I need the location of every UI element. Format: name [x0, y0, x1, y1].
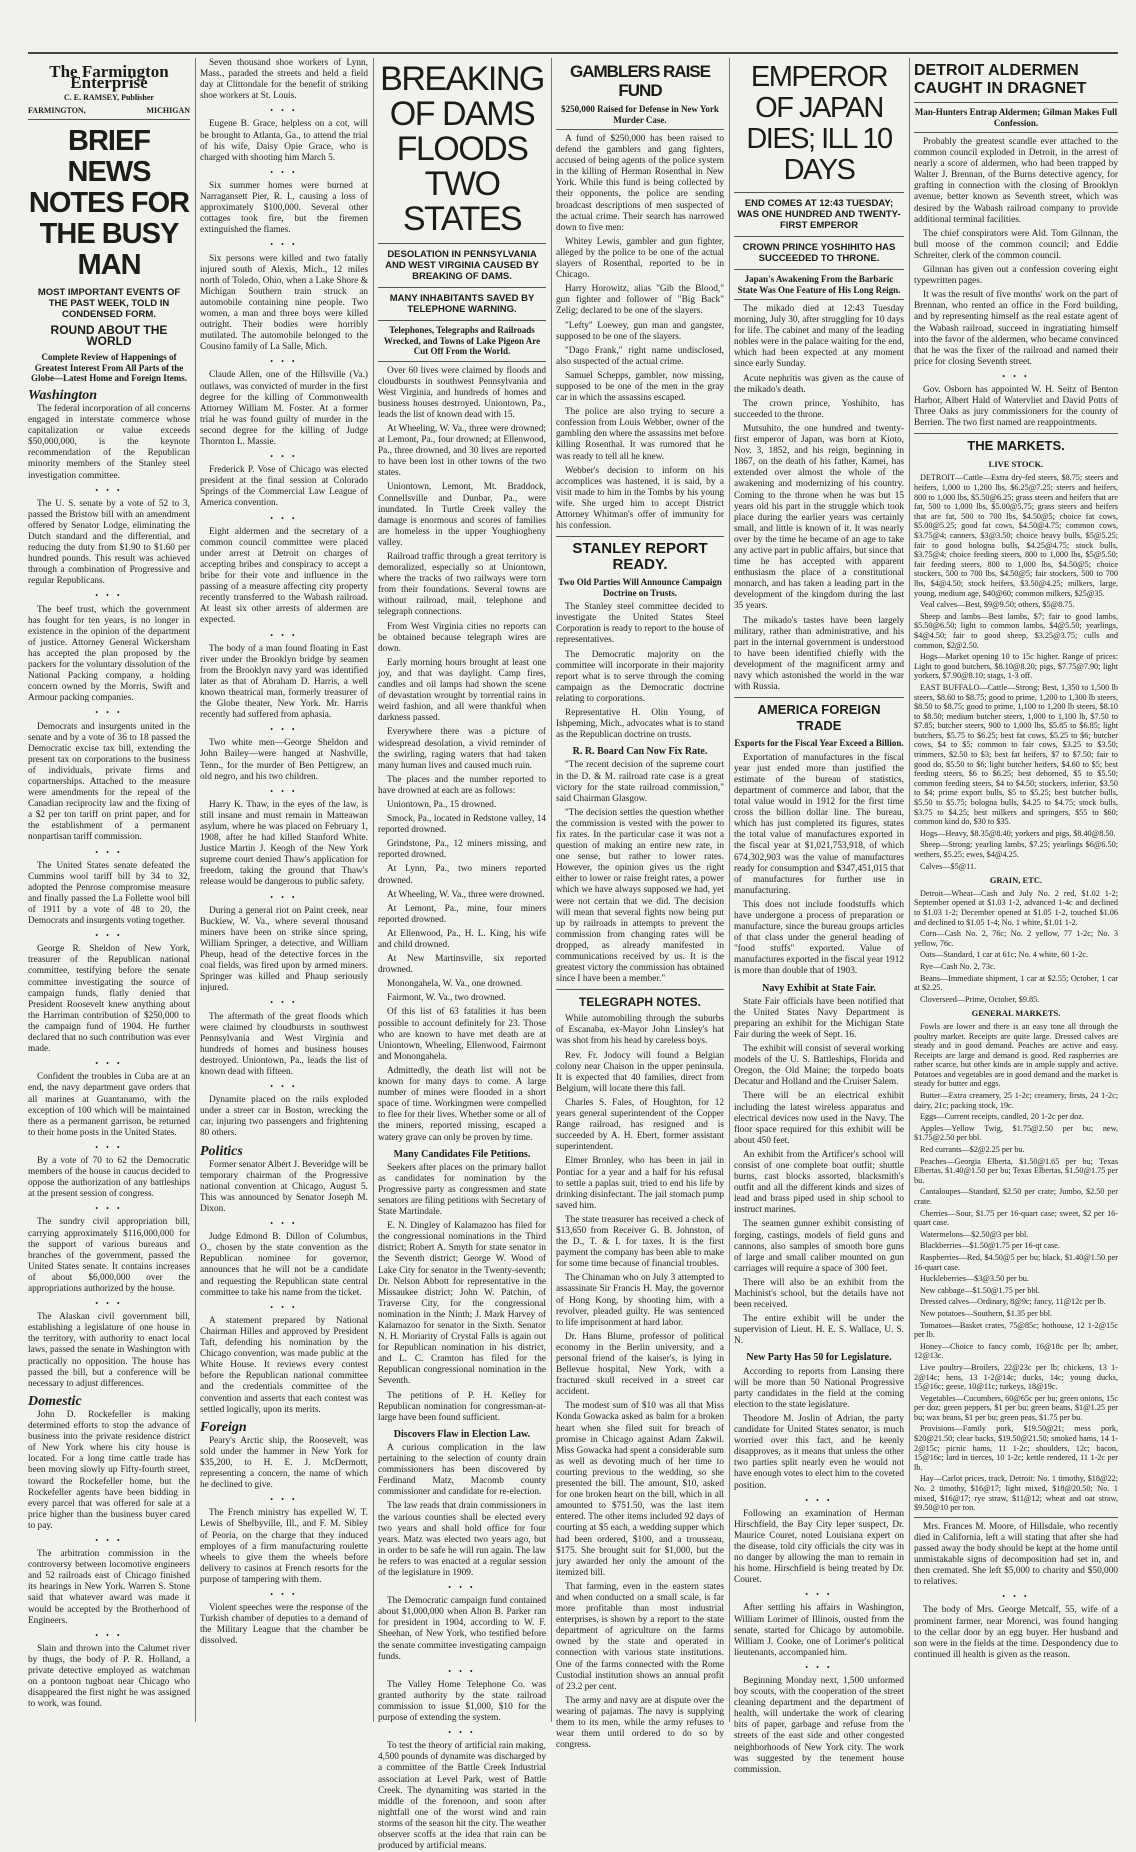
market-item: EAST BUFFALO—Cattle—Strong; Best, 1,350 to 1,500 lb steers, $8.60 to $8.75; good to prime, 1,200 to 1,300 lb steers, $8.50 to $8.75; good to prime, 1,100 to 1,200 lb steers, $8.10 to $8.50; medium butcher steers, 1,000 to 1,100 lb, $7.50 to $7.85; butcher steers, 900 to 1,000 lbs, $5.85 to $6.85; light butchers, $5.75 to $6.25; best fat cows, $5.25 to $6; butcher cows, $4 to $5; common to fair cows, $3.25 to $3.50; trimmers, $2.50 to $3; best fat heifers, $7 to $7.50; fair to good do, $5.50 to $6; light butcher heifers, $4.60 to $5; best feeding steers, $6 to $6.25; best dehorned, $5 to $5.50; common feeding steers, $4 to $4.50; stockers, inferior, $3.50 to $4; prime export bulls, $5 to $5.25; best butcher bulls, $5.50 to $5.75; bologna bulls, $4.25 to $4.75; stock bulls, $3.75 to $4.25; best milkers and springers, $55 to $60; common kind do, $30 to $35.: [914, 682, 1118, 827]
news-item: At Ellenwood, Pa., H. L. King, his wife and child drowned.: [378, 928, 546, 950]
news-item: It was the result of five months' work on the part of Brennan, who rented an office in the Ford building, and by representing himself as the real estate agent of the Wabash railroad, succeed in ingratiating himself into the favor of the aldermen, who became convinced that he was the fixer of the railroad and named their price for closing Seventh street.: [914, 290, 1118, 367]
separator: • • •: [95, 1630, 123, 1640]
news-item: Smock, Pa., located in Redstone valley, 14 reported drowned.: [378, 814, 546, 836]
news-item: Probably the greatest scandle ever attached to the common council exploded in Detroit, in the arrest of nearly a score of aldermen, who had been trapped by Walter J. Brennan, of the Burns detective agency, for grafting in connection with the closing of Brooklyn avenue, better known as Seventh street, which was desired by the Wabash railroad company to provide additional terminal facilities.: [914, 137, 1118, 225]
market-item: Butter—Extra creamery, 25 1-2c; creamery, firsts, 24 1-2c; dairy, 21c; packing stock, 19c.: [914, 1091, 1118, 1110]
news-item: An exhibit from the Artificer's school will consist of one complete boat outfit; shuttle burns, cast blocks assorted, blacksmith's outfit and all the different kinds and sizes of lead and brass piped used in ship school to instruct marines.: [734, 1149, 904, 1216]
news-item: The state treasurer has received a check of $13,650 from Receiver G. B. Johnston, of the D., T. & I. for taxes. It is the first payment the company has been able to make for some time because of financial troubles.: [556, 1214, 724, 1270]
news-item: Early morning hours brought at least one joy, and that was daylight. Camp fires, candles and oil lamps had shown the scene of devastation wrought by torrential rains in weird fashion, and all were thankful when darkness passed.: [378, 657, 546, 724]
news-item: The French ministry has expelled W. T. Lewis of Shelbyville, Ill., and F. M. Sibley of Peoria, on the charge that they induced employes of a firm manufacturing roulette wheels to give them the wheels before delivery to casinos at French resorts for the purpose of tampering with them.: [200, 1508, 368, 1585]
headline-telegraph-notes: TELEGRAPH NOTES.: [578, 995, 701, 1010]
divider: [378, 287, 546, 288]
news-item: Grindstone, Pa., 12 miners missing, and reported drowned.: [378, 839, 546, 861]
news-item: Judge Edmond B. Dillon of Columbus, O., chosen by the state convention as the Republican nominee for governor, announces that he will not be a candidate and requesting the Republican state central committee to take his name from the ticket.: [200, 1232, 368, 1298]
news-item: Acute nephritis was given as the cause of the mikado's death.: [734, 373, 904, 395]
separator: • • •: [95, 591, 123, 601]
separator: • • •: [270, 998, 298, 1008]
headline-breaking-dams: BREAKING OF DAMS FLOODS TWO STATES: [380, 60, 544, 238]
market-item: Veal calves—Best, $9@9.50; others, $5@8.75.: [920, 600, 1075, 610]
divider: [378, 320, 546, 321]
divider: [734, 269, 904, 270]
news-item: The police are also trying to secure a confession from Louis Webber, owner of the gambling den where the assassins met before killing Rosenthal. It was rumored that he was ready to tell all he knew.: [556, 407, 724, 462]
news-item: Monongahela, W. Va., one drowned.: [387, 979, 523, 990]
news-item: The Stanley steel committee decided to investigate the United States Steel Corporation is ready to report to the house of representatives.: [556, 602, 724, 646]
separator: • • •: [95, 1204, 123, 1214]
market-item: Hogs—Market opening 10 to 15c higher. Range of prices: Light to good butchers, $8.10@8.20; pigs, $7.75@7.90; light yorkers, $7.90@8.10; stags, 1-3 off.: [914, 652, 1118, 681]
news-item: Dynamite placed on the rails exploded under a street car in Boston, wrecking the car, injuring two passengers and frightening 80 others.: [200, 1095, 368, 1139]
column-6: [914, 58, 1118, 1722]
news-item: Violent speeches were the response of the Turkish chamber of deputies to a demand of the Military League that the chamber be dissolved.: [200, 1603, 368, 1647]
news-item: Peary's Arctic ship, the Roosevelt, was sold under the hammer in New York for $35,200, to H. E. J. McDermott, representing a concern, the name of which he declined to give.: [200, 1435, 368, 1491]
news-item: The entire exhibit will be under the supervision of Lieut. H. E. S. Wallace, U. S. N.: [734, 1314, 904, 1347]
news-item: "Dago Frank," right name undisclosed, also suspected of the actual crime.: [556, 345, 724, 367]
news-item: Elmer Bronley, who has been in jail in Pontiac for a year and a half for his refusal to settle a paplas suit, tried to end his life by drinking disinfectant. The jail stomach pump saved him.: [556, 1156, 724, 1211]
news-item: That farming, even in the eastern states and when conducted on a small scale, is far more profitable than most industrial enterprises, is shown by a report to the state department of agriculture on the farms owned by the state and operated in connection with various state institutions. One of the farms connected with the Rome Custodial institution shows an annual profit of 23.2 per cent.: [556, 1581, 724, 1692]
separator: • • •: [448, 1666, 476, 1676]
news-item: Eugene B. Grace, helpless on a cot, will be brought to Atlanta, Ga., to attend the trial of his wife, Daisy Opie Grace, who is charged with shooting him March 5.: [200, 119, 368, 163]
separator: • • •: [270, 513, 298, 523]
deck-japans-awakening: Japan's Awakening From the Barbaric State Was One Feature of His Long Reign.: [737, 274, 901, 295]
news-item: Former senator Albert J. Beveridge will be temporary chairman of the Progressive national convention at Chicago, August 5. This was announced by Senator Joseph M. Dixon.: [200, 1159, 368, 1214]
column-3: [378, 58, 546, 1852]
news-item: The army and navy are at dispute over the wearing of pajamas. The navy is supplying them to its men, while the army refuses to wear them until ordered to do so by congress.: [556, 1695, 724, 1751]
news-item: This does not include foodstuffs which have undergone a process of preparation or manufacture, since the bureau groups articles of that class under the general heading of "food stuffs" exported. Value of manufactures exported in the fiscal year 1912 is more than double that of 1903.: [734, 899, 904, 977]
news-item: The federal incorporation of all concerns engaged in interstate commerce whose capitalization or value exceeds $50,000,000, is the keynote recommendation of the Republican minority members of the Stanley steel investigation committee.: [28, 403, 190, 481]
news-item: The body of Mrs. George Metcalf, 55, wife of a prominent farmer, near Morenci, was found hanging to the cellar door by an egg buyer. Her husband and son were in the fields at the time. Despondency due to continued ill health is given as the reason.: [914, 1605, 1118, 1660]
column-rule: [551, 58, 552, 1722]
market-item: Rye—Cash No. 2, 73c.: [920, 961, 996, 971]
subhead-live-stock: LIVE STOCK.: [988, 459, 1044, 470]
divider: [556, 129, 724, 130]
news-item: The sundry civil appropriation bill, carrying approximately $116,000,000 for the support of various bureaus and branches of the government, passed the United States senate. It contains increases of about $6,000,000 over the appropriations authorized by the house.: [28, 1217, 190, 1294]
news-item: Everywhere there was a picture of widespread desolation, a vivid reminder of the swirling, raging waters that had taken many human lives and caused much ruin.: [378, 727, 546, 771]
column-5: [734, 58, 904, 1775]
separator: • • •: [805, 1662, 833, 1672]
news-item: Theodore M. Joslin of Adrian, the party candidate for United States senator, is much worried over this fact, and he keenly disapproves, as it means that unless the other two parties split nearly even he would not have enough votes to elect him to the coveted position.: [734, 1413, 904, 1491]
column-1: [28, 58, 190, 1722]
separator: • • •: [1002, 1592, 1030, 1602]
subhead-grain: GRAIN, ETC.: [989, 875, 1043, 886]
separator: • • •: [95, 847, 123, 857]
news-item: The body of a man found floating in East river under the Brooklyn bridge by seamen from the Brooklyn navy yard was identified later as that of Abraham D. Harris, a well known theatrical man, formerly treasurer of the Globe theater, New York. Mr. Harris recently had suffered from aphasia.: [200, 643, 368, 721]
separator: • • •: [270, 452, 298, 462]
news-item: The law reads that drain commissioners in the various counties shall be elected every two years and shall hold office for four years. Matz was elected two years ago, but in order to be safe he will run again. The law he refers to was enacted at a regular session of the legislature in 1909.: [378, 1501, 546, 1578]
news-item: The mikado's tastes have been largely military, rather than administrative, and his part in the internal government is understood to have been identified chiefly with the development of the magnificent army and navy which astonished the world in the war with Russia.: [734, 615, 904, 693]
newspaper-page: [28, 58, 1118, 1852]
separator: • • •: [270, 1082, 298, 1092]
news-item: Webber's decision to inform on his accomplices was hastened, it is said, by a visit made to him in the Tombs by his young wife. She urged him to accept District Attorney Whitman's offer of immunity for his confession.: [556, 465, 724, 532]
news-item: At Lemont, Pa., mine, four miners reported drowned.: [378, 903, 546, 925]
news-item: According to reports from Lansing there will be more than 50 National Progressive party candidates in the field at the coming election to the state legislature.: [734, 1366, 904, 1410]
news-item: A statement prepared by National Chairman Hilles and approved by President Taft, defending his nomination by the Chicago convention, was made public at the White House. It reviews every contest before the Republican national committee and the credentials committee of the convention and asserts that each contest was settled logically, upon its merits.: [200, 1315, 368, 1415]
separator: • • •: [270, 725, 298, 735]
market-item: Cloverseed—Prime, October, $9.85.: [920, 994, 1040, 1004]
news-item: Railroad traffic through a great territory is demoralized, especially so at Uniontown, where the tracks of two railways were torn from their foundations. Several towns are without railroad, mail, telephone and telegraph connections.: [378, 552, 546, 618]
market-item: Watermelons—$2.50@3 per bbl.: [920, 1229, 1029, 1239]
news-item: Beginning Monday next, 1,500 unformed boy scouts, with the cooperation of the street cleaning department and the department of health, will undertake the work of clearing bits of paper, garbage and refuse from the streets of the east side and other congested neighborhoods of New York city. The work was suggested by the tenement house commission.: [734, 1676, 904, 1775]
subhead-general-markets: GENERAL MARKETS.: [971, 1008, 1061, 1019]
news-item: Claude Allen, one of the Hillsville (Va.) outlaws, was convicted of murder in the first degree for the killing of Commonwealth Attorney William M. Foster. At a former trial he was found guilty of murder in the second degree for the killing of Judge Thornton L. Massie.: [200, 370, 368, 447]
market-item: Honey—Choice to fancy comb, 16@18c per lb; amber, 12@13c.: [914, 1341, 1118, 1361]
market-item: Hay—Carlot prices, track, Detroit: No. 1 timothy, $18@22; No. 2 timothy, $16@17; light mixed, $18@20.50; No. 1 mixed, $16@17; rye straw, $11@12; wheat and oat straw, $9.50@10 per ton.: [914, 1474, 1118, 1513]
divider: [914, 132, 1118, 133]
market-item: Detroit—Wheat—Cash and July No. 2 red, $1.02 1-2; September opened at $1.03 1-2, advanced 1-4c and declined to $1.03 1-2; December opened at $1.05 1-2, touched $1.06 and declined to $1.05 1-4; No. 1 white, $1.01 1-2.: [914, 888, 1118, 927]
divider: [734, 236, 904, 237]
market-item: Tomatoes—Basket crates, 75@85c; hothouse, 12 1-2@15c per lb.: [914, 1320, 1118, 1340]
market-item: Corn—Cash No. 2, 76c; No. 2 yellow, 77 1-2c; No. 3 yellow, 76c.: [914, 929, 1118, 948]
divider: [556, 989, 724, 990]
news-item: A curious complication in the law pertaining to the selection of county drain commissioners has been discovered by Ferdinand Matz, Macomb county commissioner and candidate for re-election.: [378, 1442, 546, 1498]
news-item: George R. Sheldon of New York, treasurer of the Republican national committee, testifying before the senate committee investigating the source of campaign funds, flatly denied that President Roosevelt knew anything about the Harriman contribution of $250,000 to the campaign fund of 1904. He further declared that no such contribution was ever made.: [28, 944, 190, 1055]
headline-foreign-trade: AMERICA FOREIGN TRADE: [757, 702, 881, 734]
top-rule: [28, 52, 1118, 54]
news-item: The beef trust, which the government has fought for ten years, is no longer in existence in the opinion of the department of justice. Attorney General Wickersham has accepted the plan proposed by the packers for the voluntary dissolution of the National Packing company, a holding concern owned by the Morris, Swift and Armour packing companies.: [28, 604, 190, 704]
market-item: Blackberries—$1.50@1.75 per 16-qt case.: [920, 1241, 1060, 1251]
news-item: A fund of $250,000 has been raised to defend the gamblers and gang fighters, accused of being agents of the police system in the killing of Herman Rosenthal in New York. While this fund is being collected by their opponents, the police are sending broadcast descriptions of men suspected of the actual crime. Their search has narrowed down to five men:: [556, 134, 724, 233]
section-foreign: Foreign: [200, 1419, 247, 1435]
separator: • • •: [270, 240, 298, 250]
news-item: Uniontown, Lemont, Mt. Braddock, Connellsville and Dunbar, Pa., were inundated. In Turtle Creek valley the damage is enormous and scores of families are homeless in the upper Youghiogheny valley.: [378, 482, 546, 548]
news-item: The arbitration commission in the controversy between locomotive engineers and 52 railroads east of Chicago finished its hearings in New York. Warren S. Stone said that whatever award was made it would be accepted by the Brotherhood of Engineers.: [28, 1549, 190, 1626]
market-item: Peaches—Georgia Elberta, $1.50@1.65 per bu; Texas Elbertas, $1.40@1.50 per bu; Texas Elbertas, $1.50@1.75 per bu.: [914, 1156, 1118, 1185]
news-item: Six persons were killed and two fatally injured south of Alexis, Mich., 12 miles north of Toledo, Ohio, when a Lake Shore & Michigan Southern train struck an automobile containing nine people. Two women, a man and three boys were killed outright. Their bodies were horribly mutilated. The automobile belonged to the Cousino family of La Salle, Mich.: [200, 253, 368, 353]
divider: [914, 1517, 1118, 1518]
deck-two-old-parties: Two Old Parties Will Announce Campaign Doctrine on Trusts.: [558, 577, 722, 598]
news-item: "Lefty" Loewey, gun man and gangster, supposed to be one of the slayers.: [556, 320, 724, 342]
news-item: Confident the troubles in Cuba are at an end, the navy department gave orders that all marines at Guantanamo, with the exception of 100 which will be maintained there as a permanent garrison, be returned to their home posts in the United States.: [28, 1072, 190, 1138]
separator: • • •: [95, 931, 123, 941]
news-item: Uniontown, Pa., 15 drowned.: [387, 799, 497, 810]
divider: [734, 299, 904, 300]
headline-emperor-japan: EMPEROR OF JAPAN DIES; ILL 10 DAYS: [746, 61, 892, 186]
news-item: Charles S. Fales, of Houghton, for 12 years general superintendent of the Copper Range railroad, has resigned and is succeeded by A. H. Ebert, former assistant superintendent.: [556, 1097, 724, 1153]
divider: [378, 243, 546, 244]
market-item: Raspberries—Red, $4.50@5 per bu; black, $1.40@1.50 per 16-quart case.: [914, 1252, 1118, 1272]
news-item: The Alaskan civil government bill, establishing a legislature of one house in the territory, with authority to enact local laws, passed the senate in Washington with practically no opposition. The house has passed the bill, but a conference will be necessary to adjust differences.: [28, 1312, 190, 1389]
market-item: Huckleberries—$3@3.50 per bu.: [920, 1274, 1029, 1284]
headline-detroit-aldermen: DETROIT ALDERMEN CAUGHT IN DRAGNET: [914, 62, 1087, 97]
market-item: Red currants—$2@2.25 per bu.: [920, 1145, 1025, 1155]
news-item: The modest sum of $10 was all that Miss Konda Gowacka asked as balm for a broken heart when she filed suit for breach of promise in Chicago against Adam Zakwil. Miss Gowacka had spent a considerable sum as well as devoting much of her time to courting previous to the wedding, so she presented the bill. The amount, $10, asked for one broken heart on the bill, which in all amounted to $751.50, was the last item entered. The other items included 92 days of courting at $5 each, a wedding supper which had been ordered, $100, and a trousseau, $175. She brought suit for $1,000, but the jury awarded her only the amount of the itemized bill.: [556, 1401, 724, 1578]
news-item: The United States senate defeated the Cummins wool tariff bill by 34 to 32, adopted the Penrose compromise measure and finally passed the La Follette wool bill of 1911 by a vote of 48 to 20, the Democrats and insurgents voting together.: [28, 860, 190, 927]
separator: • • •: [95, 708, 123, 718]
separator: • • •: [270, 630, 298, 640]
market-item: Oats—Standard, 1 car at 61c; No. 4 white, 60 1-2c.: [920, 950, 1089, 960]
news-item: E. N. Dingley of Kalamazoo has filed for the congressional nominations in the Third district; Robert A. Smyth for state senator in the Seventh district; George W. Wood of Lake City for senator in the Twenty-seventh; Dr. Nelson Abbott for representative in the Missaukee district; John W. Patchin, of Traverse City, for the congressional nomination in the Ninth; J. Mark Harvey of Kalamazoo for senator in the Sixth. Senator N. H. Moriarity of Crystal Falls is again out for Republican nomination in his district, and L. C. Cramton has filed for the Republican congressional nomination in the Seventh.: [378, 1221, 546, 1387]
market-report: [914, 473, 1118, 1512]
market-item: Hogs—Heavy, $8.35@8.40; yorkers and pigs, $8.40@8.50.: [920, 828, 1116, 838]
news-item: At Wheeling, W. Va., three were drowned.: [387, 889, 545, 900]
market-item: Sheep—Strong; yearling lambs, $7.25; yearlings $6@6.50; wethers, $5.25; ewes, $4@4.25.: [914, 840, 1118, 859]
headline-markets: THE MARKETS.: [967, 438, 1065, 454]
news-item: While automobiling through the suburbs of Escanaba, ex-Mayor John Linsley's hat was shot from his head by careless boys.: [556, 1014, 724, 1047]
separator: • • •: [448, 1583, 476, 1593]
news-item: Gov. Osborn has appointed W. H. Seitz of Benton Harbor, Albert Hald of Watervliet and David Potts of Three Oaks as jury commissioners for the county of Berrien. The two first named are reappointments.: [914, 384, 1118, 429]
news-item: Seven thousand shoe workers of Lynn, Mass., paraded the streets and held a field day at Clittondale for the benefit of striking shoe workers at St. Louis.: [200, 58, 368, 102]
separator: • • •: [270, 1590, 298, 1599]
news-item: At New Martinsville, six reported drowned.: [378, 954, 546, 976]
news-item: Dr. Hans Blume, professor of political economy in the Berlin university, and a personal friend of the kaiser's, is lying in Bellevue hospital, New York, with a fractured skull received in a street car accident.: [556, 1331, 724, 1398]
separator: • • •: [448, 1728, 476, 1738]
column-rule: [195, 58, 196, 1722]
deck-round-about: ROUND ABOUT THE WORLD: [50, 323, 168, 349]
separator: • • •: [270, 167, 298, 177]
separator: • • •: [270, 357, 298, 367]
separator: • • •: [270, 106, 298, 116]
news-item: At Wheeling, W. Va., three were drowned; at Lemont, Pa., four drowned; at Ellenwood, Pa., three drowned, and 30 lives are reported to have been lost in other towns of the two states.: [378, 423, 546, 479]
deck-crown-prince: CROWN PRINCE YOSHIHITO HAS SUCCEEDED TO THRONE.: [742, 242, 896, 264]
news-item: From West Virginia cities no reports can be obtained because telegraph wires are down.: [378, 621, 546, 654]
news-item: Mrs. Frances M. Moore, of Hillsdale, who recently died in California, left a will stating that after she had passed away the body should be kept at the home until unmistakable signs of decomposition had set in, and then cremated. She left $5,000 to charity and $50,000 to relatives.: [914, 1521, 1118, 1588]
news-item: Admittedly, the death list will not be known for many days to come. A large number of mines were flooded in a short space of time. Workingmen were compelled to flee for their lives. Whether some or all of the miners, reported missing, escaped a watery grave can only be proven by time.: [378, 1065, 546, 1143]
news-item: Exportation of manufactures in the fiscal year just ended more than justified the estimate of the bureau of statistics, department of commerce and labor, that the total value would in 1912 for the first time cross the billion dollar line. The bureau, which has just completed its figures, states the total value of manufactures exported in the fiscal year at $1,021,753,918, of which 674,302,903 was the value of manufactures ready for consumption and $347,451,015 that of manufactures for further use in manufacturing.: [734, 752, 904, 896]
news-item: The exhibit will consist of several working models of the U. S. Battleships, Florida and Oregon, the Old Maine; the torpedo boats Decatur and Holland and the Cruiser Salem.: [734, 1044, 904, 1088]
separator: • • •: [270, 1495, 298, 1505]
separator: • • •: [95, 1299, 123, 1309]
deck-inhabitants-saved: MANY INHABITANTS SAVED BY TELEPHONE WARNING.: [389, 293, 535, 315]
headline-stanley-report: STANLEY REPORT READY.: [572, 540, 708, 574]
masthead-state: MICHIGAN: [146, 106, 190, 116]
news-item: Seekers after places on the primary ballot as candidates for nomination by the Progressive party as congressmen and state senators are filing petitions with Secretary of State Martindale.: [378, 1162, 546, 1218]
market-item: Beans—Immediate shipment, 1 car at $2.55; October, 1 car at $2.25.: [914, 973, 1118, 993]
section-domestic: Domestic: [28, 1393, 82, 1409]
news-item: After settling his affairs in Washington, William Lorimer of Illinois, ousted from the senate, started for Chicago by automobile. William J. Cooke, one of Lorimer's political lieutenants, accompanied him.: [734, 1603, 904, 1658]
news-item: During a general riot on Paint creek, near Buckiew, W. Va., where several thousand miners have been on strike since spring, William Springer, a detective, and William Pheup, head of the detective forces in the coal fields, was fired upon by armed miners. Springer was killed and Phaup seriously injured.: [200, 905, 368, 994]
deck-man-hunters: Man-Hunters Entrap Aldermen; Gilman Makes Full Confession.: [914, 107, 1118, 128]
deck-desolation: DESOLATION IN PENNSYLVANIA AND WEST VIRGINIA CAUSED BY BREAKING OF DAMS.: [385, 249, 539, 282]
market-item: Calves—$5@11.: [920, 861, 977, 871]
market-item: Dressed calves—Ordinary, 8@9c; fancy, 11@12c per lb.: [920, 1297, 1106, 1307]
market-item: Eggs—Current receipts, candled, 20 1-2c per doz.: [920, 1112, 1084, 1122]
market-item: Cantaloupes—Standard, $2.50 per crate; Jumbo, $2.50 per crate.: [914, 1187, 1118, 1206]
divider: [734, 192, 904, 193]
news-item: The Valley Home Telephone Co. was granted authority by the state railroad commission to issue $1,000, $10 for the purpose of extending the system.: [378, 1679, 546, 1724]
market-item: Cherries—Sour, $1.75 per 16-quart case; sweet, $2 per 16-quart case.: [914, 1208, 1118, 1228]
news-item: Six summer homes were burned at Narragansett Pier, R. I., causing a loss of approximately $100,000. Several other cottages took fire, but the firemen extinguished the flames.: [200, 180, 368, 236]
market-item: Live poultry—Broilers, 22@23c per lb; chickens, 13 1-2@14c; hens, 13 1-2@14c; ducks, 14c; young ducks, 15@16c; geese, 10@11c; turkeys, 18@19c.: [914, 1362, 1118, 1392]
news-item: The seamen gunner exhibit consisting of forging, castings, models of field guns and cannons, also samples of smooth bore guns of large and small caliber mounted on gun carriages will require a space of 300 feet.: [734, 1219, 904, 1274]
section-washington: Washington: [28, 387, 97, 403]
news-item: There will also be an exhibit from the Machinist's school, but the details have not been received.: [734, 1277, 904, 1311]
deck-telephones: Telephones, Telegraphs and Railroads Wrecked, and Towns of Lake Pigeon Are Cut Off From the World.: [383, 325, 541, 356]
news-item: The Chinaman who on July 3 attempted to assassinate Sir Francis H. May, the governor of Hong Kong, by shooting him, with a revolver, pleaded guilty. He was sentenced to life imprisonment at hard labor.: [556, 1273, 724, 1328]
news-item: The mikado died at 12:43 Tuesday morning, July 30, after struggling for 10 days for life. The cabinet and many of the leading nobles were in the palace waiting for the end, which had been expected at any moment since early Sunday.: [734, 304, 904, 370]
deck-end-comes: END COMES AT 12:43 TUESDAY; WAS ONE HUNDRED AND TWENTY-FIRST EMPEROR: [737, 198, 901, 231]
news-item: By a vote of 70 to 62 the Democratic members of the house in caucus decided to oppose the authorization of any battleships at the present session of congress.: [28, 1155, 190, 1200]
column-rule: [909, 58, 910, 1722]
separator: • • •: [805, 1590, 833, 1600]
news-item: Slain and thrown into the Calumet river by thugs, the body of P. R. Holland, a private detective employed as watchman on a pontoon tugboat near Chicago who disappeared the first night he was assigned to work, was found.: [28, 1643, 190, 1710]
news-item: The Democratic campaign fund contained about $1,000,000 when Alton B. Parker ran for president in 1904, according to W. F. Sheehan, of New York, who testified before the senate committee investigating campaign funds.: [378, 1596, 546, 1662]
news-item: Harry K. Thaw, in the eyes of the law, is still insane and must remain in Matteawan asylum, where he was placed on February 1, 1908, after he had killed Stanford White. Justice Martin J. Keogh of the New York supreme court denied Thaw's application for freedom, taking the ground that Thaw's release would be dangerous to public safety.: [200, 799, 368, 888]
separator: • • •: [95, 1059, 123, 1069]
news-item: The places and the number reported to have drowned at each are as follows:: [378, 774, 546, 796]
news-item: At Lynn, Pa., two miners reported drowned.: [378, 864, 546, 886]
masthead-place: FARMINGTON,: [28, 106, 86, 116]
divider: [556, 536, 724, 537]
market-item: DETROIT—Cattle—Extra dry-fed steers, $8.75; steers and heifers, 1,000 to 1,200 lbs, $6.25@7.25; steers and heifers, 800 to 1,000 lbs, $5.50@6.25; grass steers and heifers that are fat, 500 to 1,000 lbs, $5.00@5.75; grass steers and heifers that are fat, 500 to 700 lbs, $4.50@5; choice fat cows, $5.00@5.25; good fat cows, $4.50@4.75; common cows, $3.75@4; canners, $3@3.50; choice heavy bulls, $5@5.25; fair to good bologna bulls, $4.25@4.75; stock bulls, $3.75@4; choice feeding steers, 800 to 1,000 lbs, $5@5.50; fair feeding steers, 800 to 1,000 lbs, $4.50@5; choice stockers, 500 to 700 lbs, $4.50@5; fair stockers, 500 to 700 lbs, $4@4.50; stock heifers, $3.50@4.25; milkers, large, young, medium age, $40@60; common milkers, $25@35.: [914, 473, 1118, 598]
column-4: [556, 58, 724, 1751]
news-item: The aftermath of the great floods which were claimed by cloudbursts in southwest Pennsylvania and West Virginia and hundreds of homes and business houses destroyed. Uniontown, Pa., leads the list of known dead with fifteen.: [200, 1011, 368, 1077]
news-item: Following an examination of Herman Hirschfield, the Bay City leper suspect, Dr. Maurice Couret, noted Louisiana expert on the disease, told city officials the city was in no danger by allowing the man to remain in his home. Hirschfield is being treated by Dr. Couret.: [734, 1508, 904, 1586]
news-item: The crown prince, Yoshihito, has succeeded to the throne.: [734, 398, 904, 420]
deck-most-important: MOST IMPORTANT EVENTS OF THE PAST WEEK, TOLD IN CONDENSED FORM.: [37, 287, 181, 321]
separator: • • •: [270, 1302, 298, 1312]
market-item: Apples—Yellow Twig, $1.75@2.50 per bu; new, $1.75@2.50 per bbl.: [914, 1123, 1118, 1143]
news-item: To test the theory of artificial rain making, 4,500 pounds of dynamite was discharged by a committee of the Battle Creek Industrial association at Level Park, west of Battle Creek. The dynamiting was started in the middle of the forenoon, and soon after nightfall one of the worst wind and rain storms of the season hit the city. The weather observer scoffs at the idea that rain can be produced by artificial means.: [378, 1741, 546, 1852]
news-item: Representative H. Olin Young, of Ishpeming, Mich., advocates what is to stand as the Republican doctrine on trusts.: [556, 708, 724, 741]
subhead-new-party: New Party Has 50 for Legislature.: [746, 1352, 892, 1364]
separator: • • •: [270, 1219, 298, 1229]
news-item: The chief conspirators were Ald. Tom Gilnnan, the bull moose of the common council; and Eddie Schreiter, clerk of the common council.: [914, 228, 1118, 261]
news-item: "The decision settles the question whether the commission is vested with the power to fix rates. In the particular case it was not a question of making an entire new rate, in one sense, but rather to lower rates. However, the opinion gives us the right either to lower or raise freight rates, a power which we have always supposed we had, yet were not certain that we did. The decision will mean that several fights now being put up by railroads in attempts to prevent the commission from changing rates will be dropped, as already manifested in communications received by us. It is the greatest victory the commission has obtained since I have been a member.": [556, 807, 724, 985]
news-item: The U. S. senate by a vote of 52 to 3, passed the Bristow bill with an amendment offered by Senator Lodge, eliminating the Dutch standard and the differential, and reducing the duty from $1.90 to $1.60 per hundred pounds. This result was achieved through a combination of Progressive and regular Republicans.: [28, 498, 190, 587]
news-item: Rev. Fr. Jodocy will found a Belgian colony near Chaison in the upper peninsula. It is expected that 40 families, direct from Belgium, will locate there this fall.: [556, 1050, 724, 1094]
news-item: Two white men—George Sheldon and John Bailey—were hanged at Nashville, Tenn., for the murder of Ben Pettigrew, an old negro, and his two children.: [200, 738, 368, 782]
news-item: Fairmont, W. Va., two drowned.: [387, 993, 506, 1004]
section-politics: Politics: [200, 1143, 243, 1159]
market-item: New potatoes—Southern, $1.35 per bbl.: [920, 1308, 1053, 1318]
separator: • • •: [270, 786, 298, 796]
market-item: Vegetables—Cucumbers, 60@65c per bu; green onions, 15c per doz; green peppers, $1 per bu; green beans, $1@1.25 per bu; wax beans, $1 per bu; green peas, $1.75 per bu.: [914, 1393, 1118, 1422]
column-rule: [729, 58, 730, 1722]
divider: [914, 102, 1118, 103]
subhead-navy-exhibit: Navy Exhibit at State Fair.: [762, 982, 876, 994]
news-item: State Fair officials have been notified that the United States Navy Department is preparing an exhibit for the Michigan State Fair during the week of Sept. 16.: [734, 996, 904, 1040]
market-item: New cabbage—$1.50@1.75 per bbl.: [920, 1285, 1040, 1295]
deck-defense-fund: $250,000 Raised for Defense in New York Murder Case.: [561, 104, 719, 125]
news-item: Eight aldermen and the secretary of a common council committee were placed under arrest at Detroit on charges of accepting bribes and conspiracy to accept a bribe for their vote and influence in the passing of a measure affecting city property recently transferred to the Wabash railroad. At least six other arrests of aldermen are expected.: [200, 526, 368, 626]
market-item: Fowls are lower and there is an easy tone all through the poultry market. Receipts are quite large. Dressed calves are steady and in good demand. Peaches are active and easy. Receipts are large and demand is good. Red raspberries are rather scarce, but other kinds are in ample supply and active. Potatoes and vegetables are in good demand and the market is steady for butter and eggs.: [914, 1021, 1118, 1089]
column-rule: [373, 58, 374, 1722]
news-item: Whitey Lewis, gambler and gun fighter, alleged by the police to be one of the actual slayers of Rosenthal, reported to be in Chicago.: [556, 236, 724, 281]
news-item: Frederick P. Vose of Chicago was elected president at the final session at Colorado Springs of the Commercial Law League of America convention.: [200, 465, 368, 509]
market-item: Sheep and lambs—Best lambs, $7; fair to good lambs, $5.50@6.50; light to common lambs, $4@5.50; yearlings, $4@4.50; fair to good sheep, $3.25@3.75; culls and common, $2@2.50.: [914, 611, 1118, 650]
separator: • • •: [270, 892, 298, 902]
news-item: Of this list of 63 fatalities it has been possible to account definitely for 23. Those who are known to have met death are at Uniontown, Wheeling, Ellenwood, Fairmont and Monongahela.: [378, 1007, 546, 1062]
divider: [378, 361, 546, 362]
deck-complete-review: Complete Review of Happenings of Greatest Interest From All Parts of the Globe—Latest Home and Foreign Items.: [30, 352, 188, 384]
divider: [914, 433, 1118, 434]
separator: • • •: [95, 1535, 123, 1545]
news-item: Democrats and insurgents united in the senate and by a vote of 36 to 18 passed the Democratic excise tax bill, extending the present tax on corporations to the business of individuals, private firms and copartnerships. Attached to the measure were amendments for the repeal of the Canadian reciprocity law and the fixing of a $2 per ton tariff on print paper, and for the establishment of a permanent nonpartisan tariff commission.: [28, 721, 190, 843]
news-item: "The recent decision of the supreme court in the D. & M. railroad rate case is a great victory for the state railroad commission," said Chairman Glasgow.: [556, 760, 724, 804]
masthead-name: The Farmington Enterprise: [49, 62, 169, 93]
news-item: Samuel Schepps, gambler, now missing, supposed to be one of the men in the gray car in which the assassins escaped.: [556, 370, 724, 404]
news-item: There will be an electrical exhibit including the latest wireless apparatus and electrical devices now used in the Navy. The floor space required for this exhibit will be about 450 feet.: [734, 1091, 904, 1146]
column-2: [200, 58, 368, 1722]
subhead-rr-board: R. R. Board Can Now Fix Rate.: [572, 746, 708, 758]
news-item: Over 60 lives were claimed by floods and cloudbursts in southwest Pennsylvania and West Virginia, and hundreds of homes and business houses destroyed. Uniontown, Pa., leads the list of known dead with 15.: [378, 365, 546, 420]
masthead-dateline: [28, 105, 190, 120]
separator: • • •: [95, 485, 123, 495]
news-item: Mutsuhito, the one hundred and twenty-first emperor of Japan, was born at Kioto, Nov. 3, 1852, and his reign, beginning in 1867, on the death of his father, Kamei, has extended over almost the whole of the awakening and modernizing of his country. Coming to the throne when he was but 15 years old his part in the struggle which took place during the earlier years was certainly small, and little is known of it. It was nearly over by the time he became of an age to take any active part in public affairs, but since that time he has accepted with apparent enthusiasm the place of a constitutional monarch, and has taken a leading part in the development of the kingdom during the last 35 years.: [734, 423, 904, 612]
news-item: Harry Horowitz, alias "Gib the Blood," gun fighter and follower of "Big Back" Zelig; declared to be one of the slayers.: [556, 284, 724, 317]
deck-exports: Exports for the Fiscal Year Exceed a Billion.: [734, 738, 904, 749]
market-item: Provisions—Family pork, $19.50@21; mess pork, $20@21.50; clear backs, $19.50@21.50; smoked hams, 14 1-2@15c; picnic hams, 11 1-2c; shoulders, 12c; bacon, 15@16c; lard in tierces, 10 1-2c; kettle rendered, 11 1-2c per lb.: [914, 1424, 1118, 1472]
news-item: Gilnnan has given out a confession covering eight typewritten pages.: [914, 265, 1118, 287]
separator: • • •: [95, 1142, 123, 1152]
news-item: John D. Rockefeller is making determined efforts to stop the advance of business into the private residence district of New York where his city house is located. For a long time cattle trade has been moving slowly up Fifty-fourth street, toward the Rockefeller home, but the Rockefeller agents have been bidding in every parcel that was offered for sale at a price higher than the business buyer cared to pay.: [28, 1409, 190, 1531]
headline-gamblers: GAMBLERS RAISE FUND: [570, 62, 710, 100]
news-item: The Democratic majority on the committee will incorporate in their majority report what is to serve through the coming campaign as the Democratic doctrine relating to corporations.: [556, 649, 724, 704]
subhead-election-law: Discovers Flaw in Election Law.: [393, 1428, 531, 1440]
separator: • • •: [805, 1495, 833, 1505]
headline-brief-news: BRIEF NEWS NOTES FOR THE BUSY MAN: [28, 125, 190, 282]
separator: • • •: [1002, 371, 1030, 381]
news-item: The petitions of P. H. Kelley for Republican nomination for congressman-at-large have been found sufficient.: [378, 1390, 546, 1423]
masthead-publisher: C. E. RAMSEY, Publisher: [64, 93, 154, 103]
divider: [734, 697, 904, 698]
subhead-candidates: Many Candidates File Petitions.: [393, 1148, 531, 1160]
